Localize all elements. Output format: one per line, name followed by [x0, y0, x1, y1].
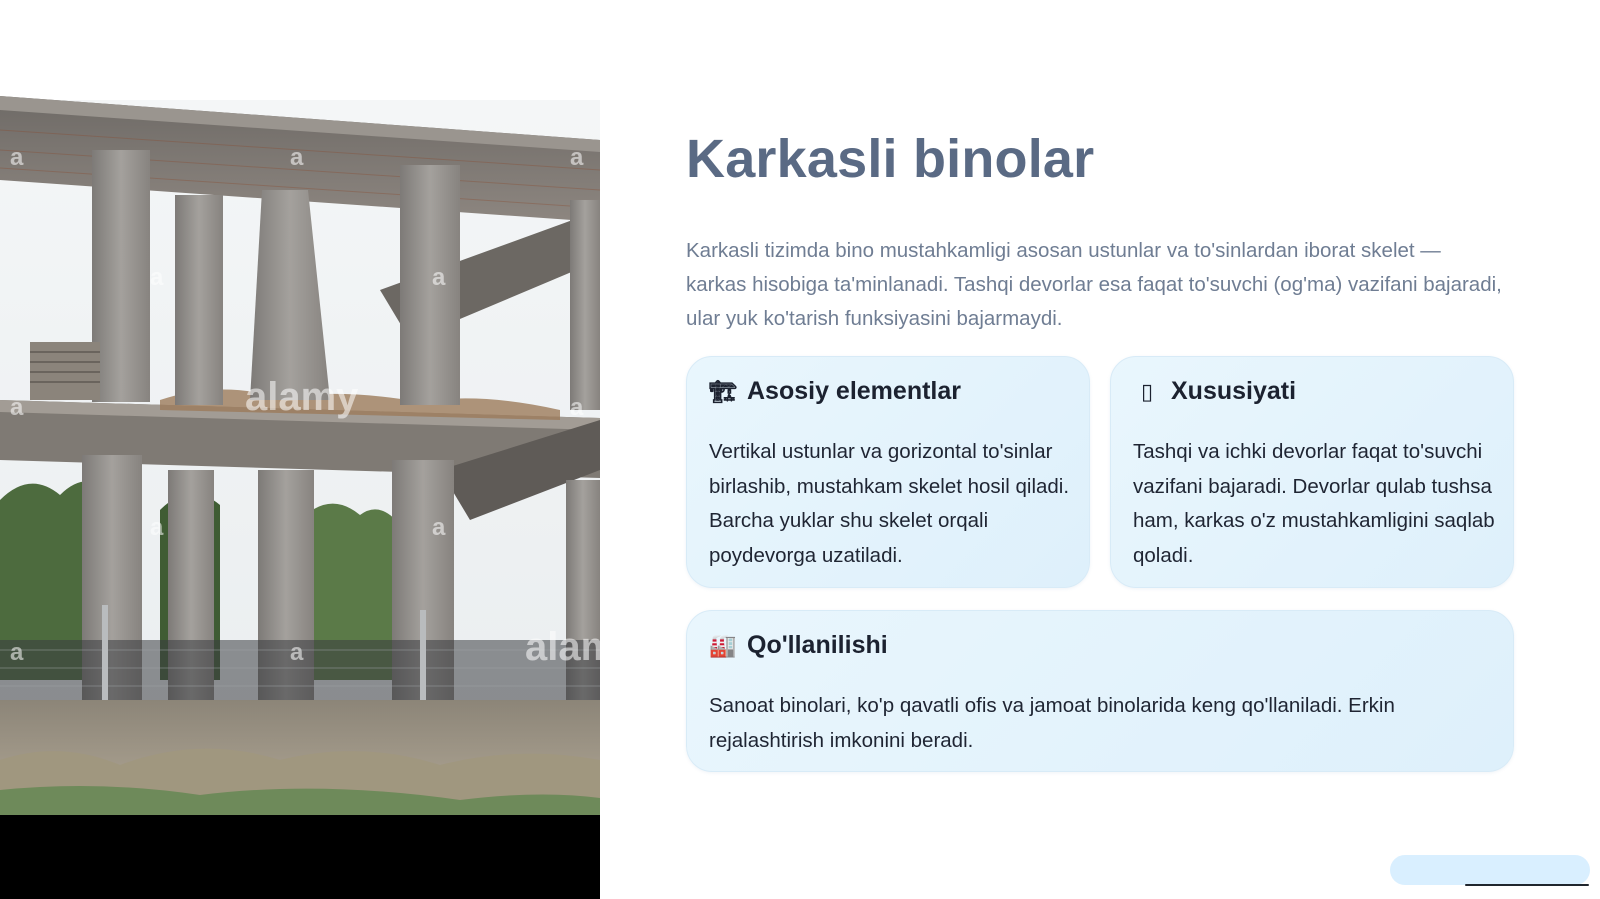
card-header — [709, 377, 961, 406]
missing-glyph-icon: ▯ — [1140, 378, 1154, 404]
card-usage — [686, 610, 1514, 772]
card-title: Qo'llanilishi — [747, 631, 888, 659]
building-photo — [0, 0, 639, 899]
watermark: a — [10, 144, 24, 171]
decorative-underline — [1465, 884, 1589, 886]
watermark: alamy — [245, 375, 359, 419]
slide-intro: Karkasli tizimda bino mustahkamligi asosan ustunlar va to'sinlardan iborat skelet — karkas hisobiga ta'minlanadi. Tashqi devorlar esa faqat to'suvchi (og'ma) vazifani bajaradi, ular yuk ko'tarish funksiyasini bajarmaydi. — [686, 239, 1502, 330]
card-body: Sanoat binolari, ko'p qavatli ofis va jamoat binolarida keng qo'llaniladi. Erkin rejalashtirish imkonini beradi. — [709, 694, 1395, 752]
watermark: a — [150, 264, 164, 291]
card-header — [709, 631, 888, 660]
card-features — [1110, 356, 1514, 588]
card-title: Asosiy elementlar — [747, 377, 961, 405]
decorative-pill — [1390, 855, 1590, 885]
watermark: a — [290, 144, 304, 171]
card-body: Vertikal ustunlar va gorizontal to'sinlar birlashib, mustahkam skelet hosil qiladi. Barcha yuklar shu skelet orqali poydevorga uzatiladi. — [709, 440, 1070, 567]
factory-icon: 🏭 — [709, 632, 737, 658]
watermark: alamy — [525, 625, 639, 669]
card-main-elements — [686, 356, 1090, 588]
watermark: a — [570, 394, 584, 421]
watermark: a — [432, 514, 446, 541]
watermark: a — [290, 639, 304, 666]
card-header — [1133, 377, 1296, 406]
construction-crane-icon: 🏗 — [709, 378, 737, 404]
watermark: a — [570, 144, 584, 171]
watermark: a — [150, 514, 164, 541]
concrete-frame-illustration — [0, 0, 639, 899]
slide-title: Karkasli binolar — [686, 129, 1095, 189]
watermark: a — [432, 264, 446, 291]
card-title: Xususiyati — [1171, 377, 1297, 405]
watermark: a — [10, 394, 24, 421]
watermark: a — [10, 639, 24, 666]
card-body: Tashqi va ichki devorlar faqat to'suvchi vazifani bajaradi. Devorlar qulab tushsa ham, karkas o'z mustahkamligini saqlab qoladi. — [1133, 440, 1495, 567]
